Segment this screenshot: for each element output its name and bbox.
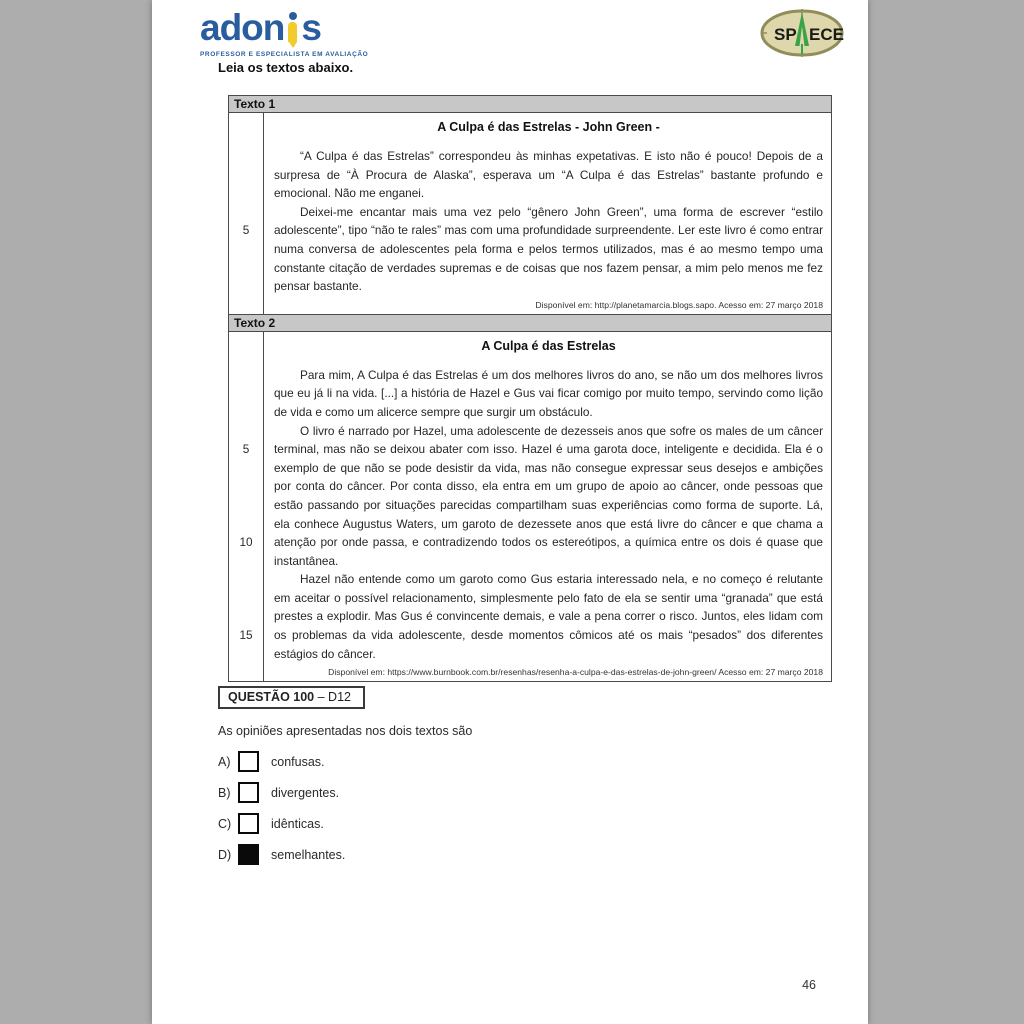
- question-section: [218, 686, 778, 875]
- texto2-line-number-column: [229, 332, 264, 682]
- adonis-wordmark: [200, 8, 368, 48]
- line-number: 10: [239, 534, 253, 549]
- line-number: 5: [242, 223, 250, 237]
- question-number: QUESTÃO 100: [228, 690, 315, 704]
- texto1-title: A Culpa é das Estrelas - John Green -: [437, 120, 660, 134]
- document-page: [152, 0, 868, 1024]
- option-checkbox-0[interactable]: [238, 751, 259, 772]
- texto1-text-column: [264, 113, 831, 314]
- line-number: 5: [242, 441, 250, 456]
- texto2-title: A Culpa é das Estrelas: [481, 338, 616, 353]
- adonis-logo: [200, 8, 368, 58]
- question-descriptor: – D12: [317, 690, 351, 704]
- texto1-header: Texto 1: [229, 96, 831, 113]
- option-label: idênticas.: [271, 816, 324, 831]
- option-row-a[interactable]: [218, 751, 778, 772]
- option-label: semelhantes.: [271, 847, 346, 862]
- options-list: [218, 751, 778, 865]
- option-row-c[interactable]: [218, 813, 778, 834]
- pencil-shaft: [288, 22, 297, 42]
- pencil-dot: [289, 12, 297, 20]
- spaece-seal-icon: [760, 8, 844, 58]
- option-checkbox-1[interactable]: [238, 782, 259, 803]
- option-checkbox-3[interactable]: [238, 844, 259, 865]
- line-number: 15: [239, 627, 253, 642]
- option-label: confusas.: [271, 754, 325, 769]
- spaece-logo: [760, 8, 844, 58]
- option-row-b[interactable]: [218, 782, 778, 803]
- svg-text:ECE: ECE: [809, 25, 844, 44]
- texto1-body: [229, 113, 831, 314]
- adonis-text-post: s: [301, 7, 321, 48]
- texto2-paragraph: Para mim, A Culpa é das Estrelas é um dos melhores livros do ano, se não um dos melhores livros que eu já li na vida. [...] a história de Hazel e Gus vai ficar comigo por muito tempo, servindo como lição de vida e como um alicerce sempre que surgir um obstáculo.: [274, 367, 823, 419]
- option-label: divergentes.: [271, 785, 340, 800]
- pencil-tip: [289, 42, 297, 48]
- texto2-paragraph: O livro é narrado por Hazel, uma adolescente de dezesseis anos que sofre os males de um câncer terminal, mas não se deixou abater com isso. Hazel é uma garota doce, inteligente e decidida. Ela é o exemplo de que não se pode desistir da vida, mas não consegue expressar seus desejos e ambições por conta do câncer. Por conta disso, ela entra em um grupo de apoio ao câncer, onde pessoas que estão passando por situações parecidas compartilham suas experiências como forma de suporte. Lá, ela conhece Augustus Waters, um garoto de dezessete anos que está livre do câncer e que chama a atenção por onde passa, e contradizendo todos os estereótipos, a química entre os dois é quase que instantânea.: [274, 423, 823, 568]
- svg-text:SP: SP: [774, 25, 797, 44]
- texto2-header: Texto 2: [229, 315, 831, 332]
- texto1-line-number-column: [229, 113, 264, 314]
- texto1-source: Disponível em: http://planetamarcia.blogs.sapo. Acesso em: 27 março 2018: [535, 299, 823, 310]
- adonis-tagline: PROFESSOR E ESPECIALISTA EM AVALIAÇÃO: [200, 51, 369, 58]
- option-checkbox-2[interactable]: [238, 813, 259, 834]
- texto1-paragraph: Deixei-me encantar mais uma vez pelo “gênero John Green”, uma forma de escrever “estilo adolescente”, tipo “não te rales” mas com uma profundidade surpreendente. Ler este livro é como entrar numa conversa de adolescentes pela forma e pelos termos utilizados, mas é ao mesmo tempo uma constante citação de verdades supremas e de coisas que nos fazem pensar, a mim pelo menos me fez pensar bastante.: [274, 204, 823, 294]
- texto2-box: [228, 314, 832, 683]
- instruction-text: Leia os textos abaixo.: [218, 60, 354, 75]
- texts-container: [228, 95, 832, 682]
- option-letter: C): [218, 816, 232, 831]
- pencil-icon: [286, 12, 299, 48]
- texto2-paragraph: Hazel não entende como um garoto como Gus estaria interessado nela, e no começo é relutante em aceitar o possível relacionamento, simplesmente pelo fato de ela se sentir uma “granada” que está prestes a explodir. Mas Gus é convincente demais, e vale a pena correr o risco. Juntos, eles lidam com os problemas da vida adolescente, desde momentos cômicos até os mais “pesados” dos diferentes estágios do câncer.: [274, 572, 823, 661]
- question-number-box: [218, 686, 365, 709]
- texto2-text-column: [264, 332, 831, 682]
- option-letter: A): [218, 754, 231, 769]
- question-stem: As opiniões apresentadas nos dois textos são: [218, 724, 473, 738]
- texto2-source: Disponível em: https://www.burnbook.com.br/resenhas/resenha-a-culpa-e-das-estrelas-de-john-green/ Acesso em: 27 março 2018: [328, 667, 823, 678]
- texto2-body: [229, 332, 831, 682]
- option-letter: B): [218, 785, 231, 800]
- option-letter: D): [218, 847, 232, 862]
- page-number: 46: [802, 978, 816, 992]
- adonis-text-pre: adon: [200, 7, 285, 48]
- texto1-box: [228, 95, 832, 314]
- texto1-paragraph: “A Culpa é das Estrelas” correspondeu às minhas expetativas. E isto não é pouco! Depois de a surpresa de “À Procura de Alaska”, esperava um “A Culpa é das Estrelas” bastante profundo e emocional. Não me enganei.: [274, 149, 823, 201]
- option-row-d[interactable]: [218, 844, 778, 865]
